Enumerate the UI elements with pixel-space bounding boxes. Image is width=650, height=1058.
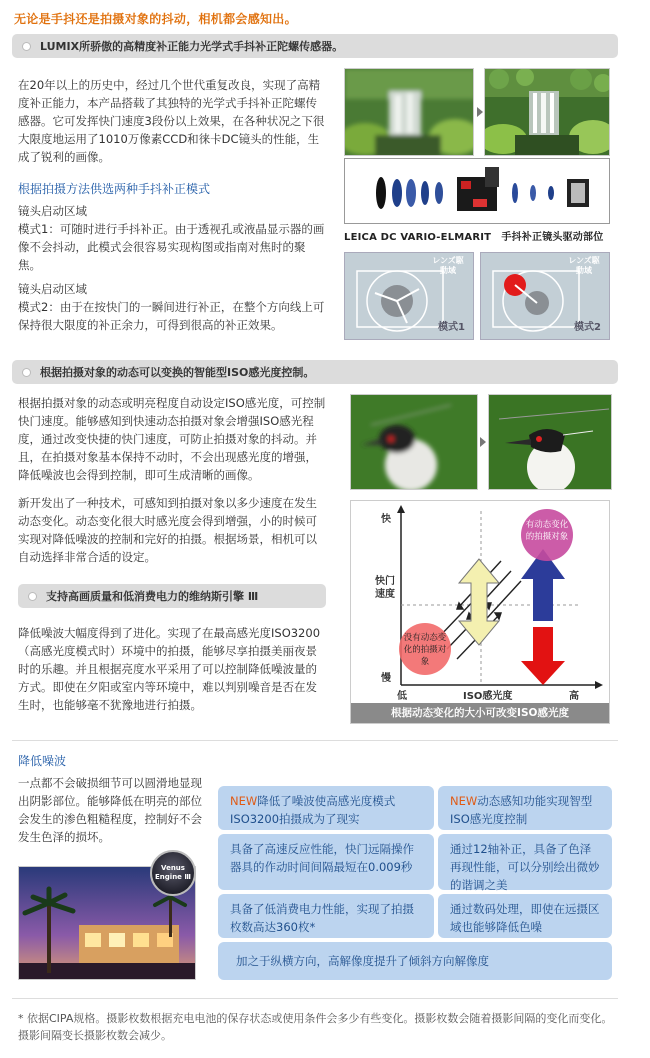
iso-para-1: 根据拍摄对象的动态或明亮程度自动设定ISO感光度，可控制快门速度。能够感知到快速动态拍摄对象会增强ISO感光程度，通过改变快捷的快门速度，可防止拍摄对象的抖动。并且，在拍摄对象基本保持不动时，不会出现感光度的增强，降低噪波也会得到控制，即可生成清晰的画像。 (18, 396, 326, 482)
section-bar-venus-engine (18, 584, 326, 608)
feature-cell (438, 894, 612, 938)
iso-para-2: 新开发出了一种技术，可感知到拍摄对象以多少速度在发生动态变化。动态变化很大时感光度会得到增强，小的时候可实现对降低噪波的控制和完好的拍摄。根据场景，相机可以自动选择非常合适的设定。 (18, 496, 317, 564)
bubble-static-subject: 没有动态变化的拍摄对象 (403, 633, 447, 667)
lens-drive-tag: レンズ駆動域 (568, 256, 600, 275)
feature-text: 通过数码处理，即使在远摄区域也能够降低色噪 (450, 902, 600, 934)
feature-text: 具备了高速反应性能，快门远隔操作器具的作动时间间隔最短在0.009秒 (230, 842, 414, 874)
section-bar-stabilizer (12, 34, 618, 58)
feature-text: 降低了噪波使高感光度模式ISO3200拍摄成为了现实 (230, 794, 396, 826)
x-axis-low: 低 (397, 691, 407, 702)
modes-heading: 根据拍摄方法供选两种手抖补正模式 (18, 182, 211, 196)
lens-drive-tag: レンズ駆動域 (432, 256, 464, 275)
footnote: * 依据CIPA规格。摄影枚数根据充电电池的保存状态或使用条件会多少有些变化。摄影枚数会随着摄影间隔的变化而变化。摄影间隔变长摄影枚数会减少。 (18, 1012, 613, 1042)
noise-reduction-heading: 降低噪波 (18, 754, 67, 768)
iso-chart (350, 500, 610, 724)
bullet-icon (28, 592, 37, 601)
x-axis-label: ISO感光度 (463, 691, 513, 702)
mode2-text: 模式2：由于在按快门的一瞬间进行补正，在整个方向线上可保持很大限度的补正余力，可得到很高的补正效果。 (18, 300, 325, 332)
feature-grid (218, 786, 614, 982)
new-tag: NEW (230, 794, 258, 808)
waterfall-photo-sharp (484, 68, 610, 156)
section-title: 支持高画质量和低消费电力的维纳斯引擎 Ⅲ (46, 590, 259, 603)
chart-caption: 根据动态变化的大小可改变ISO感光度 (351, 703, 609, 723)
section-title: LUMIX所骄傲的高精度补正能力光学式手抖补正陀螺传感器。 (40, 40, 344, 53)
top-heading: 无论是手抖还是拍摄对象的抖动，相机都会感知出。 (14, 12, 297, 26)
y-axis-slow: 慢 (381, 673, 391, 684)
mode1-block (18, 202, 328, 274)
mode2-block (18, 280, 328, 334)
mode1-text: 模式1：可随时进行手抖补正。由于透视孔或液晶显示器的画像不会抖动，此模式会很容易实现构图或指南对焦时的聚焦。 (18, 222, 325, 272)
bullet-icon (22, 42, 31, 51)
mode1-diagram (344, 252, 474, 340)
feature-cell-wide (218, 942, 612, 980)
lens-caption: LEICA DC VARIO-ELMARIT 手抖补正镜头驱动部位 (344, 232, 604, 243)
venus-engine-para: 降低噪波大幅度得到了进化。实现了在最高感光度ISO3200（高感光度模式时）环境中的拍摄，能够尽享拍摄美丽夜景时的乐趣。并且根据亮度水平采用了可以控制降低噪波量的方式。即使在夕阳或室内等环境中，难以判别噪音是否在发生时，也能够毫不犹豫地进行拍摄。 (18, 626, 321, 712)
section-bar-iso (12, 360, 618, 384)
waterfall-photo-blurred (344, 68, 474, 156)
mode1-label: 模式1 (438, 322, 465, 333)
x-axis-high: 高 (569, 691, 579, 702)
mode2-diagram (480, 252, 610, 340)
divider (12, 998, 618, 999)
section-title: 根据拍摄对象的动态可以变换的智能型ISO感光度控制。 (40, 366, 315, 379)
feature-cell (218, 894, 434, 938)
y-axis-label: 快门速度 (375, 576, 395, 600)
feature-text: 动态感知功能实现智型ISO感光度控制 (450, 794, 593, 826)
y-axis-fast: 快 (381, 514, 391, 525)
arrow-right-icon (477, 107, 483, 117)
feature-text: 加之于纵横方向，高解像度提升了倾斜方向解像度 (236, 954, 489, 968)
feature-text: 具备了低消费电力性能，实现了拍摄枚数高达360枚* (230, 902, 414, 934)
mode2-title: 镜头启动区域 (18, 282, 87, 296)
mode1-title: 镜头启动区域 (18, 204, 87, 218)
noise-reduction-para: 一点都不会破损细节可以圆滑地显现出阴影部位。能够降低在明亮的部位会发生的渗色粗糙程度，控制好不会发生色泽的损坏。 (18, 776, 202, 844)
venus-engine-badge (150, 850, 196, 896)
venus-engine-badge-text: Venus Engine Ⅲ (155, 864, 191, 881)
stabilizer-intro: 在20年以上的历史中，经过几个世代重复改良，实现了高精度补正能力，本产品搭载了其独特的光学式手抖补正陀螺传感器。它可发挥快门速度3段份以上效果，在各种状况之下很大限度地运用了1010万像素CCD和徕卡DC镜头的性能，生成了锐利的画像。 (18, 78, 325, 164)
mode2-label: 模式2 (574, 322, 601, 333)
feature-cell (218, 834, 434, 890)
arrow-right-icon (480, 437, 486, 447)
bird-photo-blurred (350, 394, 478, 490)
divider (12, 740, 618, 741)
feature-cell (218, 786, 434, 830)
lens-illustration (344, 158, 610, 224)
feature-text: 通过12轴补正，具备了色泽再现性能，可以分别绘出微妙的谐调之美 (450, 842, 600, 892)
new-tag: NEW (450, 794, 478, 808)
bubble-moving-subject: 有动态变化的拍摄对象 (525, 520, 569, 542)
bullet-icon (22, 368, 31, 377)
feature-cell (438, 834, 612, 890)
bird-photo-sharp (488, 394, 612, 490)
feature-cell (438, 786, 612, 830)
